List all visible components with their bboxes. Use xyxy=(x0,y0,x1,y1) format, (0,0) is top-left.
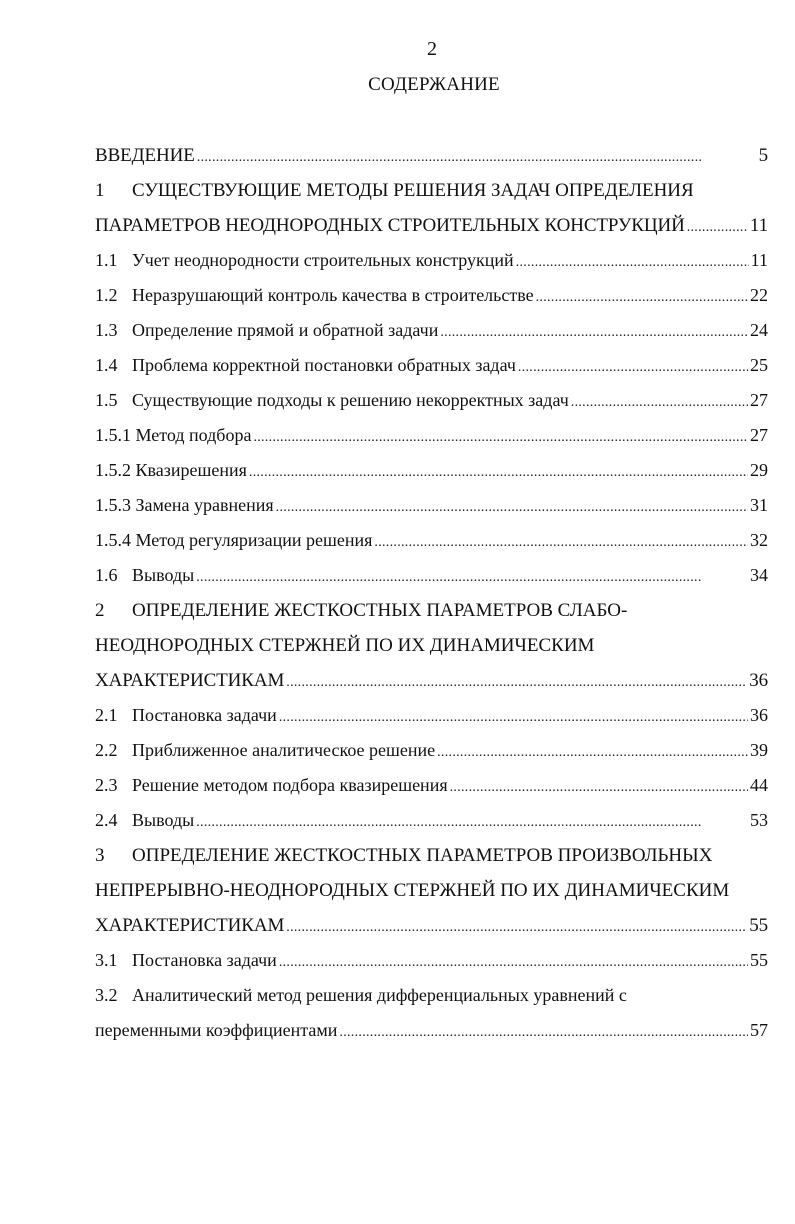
toc-chapter-title: ХАРАКТЕРИСТИКАМ xyxy=(95,915,285,936)
toc-entry-1-5-2[interactable] xyxy=(95,460,768,495)
toc-entry-1-5-1[interactable] xyxy=(95,425,768,460)
toc-chapter-title: НЕОДНОРОДНЫХ СТЕРЖНЕЙ ПО ИХ ДИНАМИЧЕСКИМ xyxy=(95,635,595,656)
dot-leader xyxy=(571,395,748,411)
toc-chapter-3-line-2[interactable] xyxy=(95,880,768,915)
toc-entry-3-2-line-1[interactable] xyxy=(95,985,768,1020)
toc-entry-3-1[interactable] xyxy=(95,950,768,985)
toc-entry-label: 1.5.3 Замена уравнения xyxy=(95,495,274,515)
toc-page-number: 57 xyxy=(750,1020,768,1040)
dot-leader xyxy=(450,780,748,796)
toc-entry-1-5-4[interactable] xyxy=(95,530,768,565)
toc-chapter-2-line-3[interactable] xyxy=(95,670,768,705)
toc-entry-label: Постановка задачи xyxy=(132,950,277,970)
toc-chapter-number: 3 xyxy=(95,845,105,866)
toc-entry-2-4[interactable] xyxy=(95,810,768,845)
dot-leader xyxy=(196,815,748,831)
dot-leader xyxy=(339,1025,748,1041)
page-title: СОДЕРЖАНИЕ xyxy=(368,74,500,95)
toc-page-number: 27 xyxy=(750,425,768,445)
dot-leader xyxy=(197,150,752,166)
toc-section-number: 3.2 xyxy=(95,985,118,1005)
toc-chapter-1-line-1[interactable] xyxy=(95,180,768,215)
toc-page-number: 11 xyxy=(750,250,768,270)
toc-entry-label: Существующие подходы к решению некорректных задач xyxy=(132,390,569,410)
toc-section-number: 1.1 xyxy=(95,250,118,270)
toc-chapter-title: ОПРЕДЕЛЕНИЕ ЖЕСТКОСТНЫХ ПАРАМЕТРОВ СЛАБО- xyxy=(132,600,628,621)
toc-page-number: 25 xyxy=(750,355,768,375)
toc-entry-label: Аналитический метод решения дифференциальных уравнений с xyxy=(132,985,627,1005)
toc-page-number: 31 xyxy=(750,495,768,515)
toc-chapter-title: ОПРЕДЕЛЕНИЕ ЖЕСТКОСТНЫХ ПАРАМЕТРОВ ПРОИЗВОЛЬНЫХ xyxy=(132,845,713,866)
toc-entry-label: переменными коэффициентами xyxy=(95,1020,338,1040)
toc-chapter-3-line-3[interactable] xyxy=(95,915,768,950)
dot-leader xyxy=(253,430,748,446)
toc-entry-2-1[interactable] xyxy=(95,705,768,740)
toc-entry-2-3[interactable] xyxy=(95,775,768,810)
toc-page-number: 27 xyxy=(750,390,768,410)
dot-leader xyxy=(374,535,748,551)
toc-chapter-title: СУЩЕСТВУЮЩИЕ МЕТОДЫ РЕШЕНИЯ ЗАДАЧ ОПРЕДЕЛЕНИЯ xyxy=(132,180,694,201)
toc-entry-label: Определение прямой и обратной задачи xyxy=(132,320,439,340)
toc-section-number: 2.4 xyxy=(95,810,118,830)
dot-leader xyxy=(279,955,748,971)
toc-entry-label: Неразрушающий контроль качества в строительстве xyxy=(132,285,534,305)
toc-page-number: 29 xyxy=(750,460,768,480)
dot-leader xyxy=(437,745,748,761)
toc-entry-label: Выводы xyxy=(132,810,195,830)
dot-leader xyxy=(286,675,747,691)
toc-section-number: 1.5 xyxy=(95,390,118,410)
toc-page-number: 5 xyxy=(758,145,768,166)
table-of-contents xyxy=(95,145,768,1055)
dot-leader xyxy=(536,290,748,306)
dot-leader xyxy=(687,220,748,236)
toc-section-number: 1.6 xyxy=(95,565,118,585)
dot-leader xyxy=(440,325,748,341)
toc-entry-label: 1.5.2 Квазирешения xyxy=(95,460,247,480)
dot-leader xyxy=(249,465,748,481)
toc-section-number: 1.2 xyxy=(95,285,118,305)
toc-section-number: 2.1 xyxy=(95,705,118,725)
toc-page-number: 11 xyxy=(749,215,768,236)
toc-chapter-2-line-2[interactable] xyxy=(95,635,768,670)
toc-entry-label: Проблема корректной постановки обратных задач xyxy=(132,355,516,375)
toc-section-number: 1.3 xyxy=(95,320,118,340)
dot-leader xyxy=(516,255,749,271)
toc-entry-label: Постановка задачи xyxy=(132,705,277,725)
toc-page-number: 53 xyxy=(750,810,768,830)
toc-chapter-1-line-2[interactable] xyxy=(95,215,768,250)
toc-page-number: 55 xyxy=(749,915,768,936)
toc-entry-1-3[interactable] xyxy=(95,320,768,355)
toc-chapter-2-line-1[interactable] xyxy=(95,600,768,635)
toc-entry-label: Приближенное аналитическое решение xyxy=(132,740,436,760)
toc-entry-3-2-line-2[interactable] xyxy=(95,1020,768,1055)
page-number: 2 xyxy=(427,38,437,60)
toc-entry-label: Решение методом подбора квазирешения xyxy=(132,775,448,795)
toc-page-number: 36 xyxy=(750,705,768,725)
dot-leader xyxy=(196,570,748,586)
toc-entry-1-5[interactable] xyxy=(95,390,768,425)
toc-chapter-title: ХАРАКТЕРИСТИКАМ xyxy=(95,670,285,691)
toc-entry-introduction[interactable] xyxy=(95,145,768,180)
toc-entry-label: Учет неоднородности строительных конструкций xyxy=(132,250,514,270)
dot-leader xyxy=(518,360,748,376)
toc-chapter-number: 1 xyxy=(95,180,105,201)
toc-page-number: 32 xyxy=(750,530,768,550)
dot-leader xyxy=(279,710,748,726)
toc-entry-1-4[interactable] xyxy=(95,355,768,390)
toc-entry-1-5-3[interactable] xyxy=(95,495,768,530)
toc-chapter-3-line-1[interactable] xyxy=(95,845,768,880)
toc-page-number: 44 xyxy=(750,775,768,795)
toc-page-number: 36 xyxy=(749,670,768,691)
toc-page-number: 22 xyxy=(750,285,768,305)
toc-chapter-number: 2 xyxy=(95,600,105,621)
toc-page-number: 24 xyxy=(750,320,768,340)
toc-entry-1-6[interactable] xyxy=(95,565,768,600)
toc-entry-label: ВВЕДЕНИЕ xyxy=(95,145,195,166)
dot-leader xyxy=(286,920,747,936)
toc-entry-label: 1.5.1 Метод подбора xyxy=(95,425,252,445)
toc-section-number: 1.4 xyxy=(95,355,118,375)
toc-page-number: 34 xyxy=(750,565,768,585)
toc-section-number: 2.3 xyxy=(95,775,118,795)
toc-entry-1-2[interactable] xyxy=(95,285,768,320)
toc-entry-2-2[interactable] xyxy=(95,740,768,775)
toc-entry-label: Выводы xyxy=(132,565,195,585)
toc-chapter-title: НЕПРЕРЫВНО-НЕОДНОРОДНЫХ СТЕРЖНЕЙ ПО ИХ ДИНАМИЧЕСКИМ xyxy=(95,880,730,901)
toc-page-number: 39 xyxy=(750,740,768,760)
toc-page-number: 55 xyxy=(750,950,768,970)
toc-chapter-title: ПАРАМЕТРОВ НЕОДНОРОДНЫХ СТРОИТЕЛЬНЫХ КОНСТРУКЦИЙ xyxy=(95,215,685,236)
toc-section-number: 2.2 xyxy=(95,740,118,760)
toc-section-number: 3.1 xyxy=(95,950,118,970)
toc-entry-label: 1.5.4 Метод регуляризации решения xyxy=(95,530,373,550)
toc-entry-1-1[interactable] xyxy=(95,250,768,285)
dot-leader xyxy=(276,500,748,516)
